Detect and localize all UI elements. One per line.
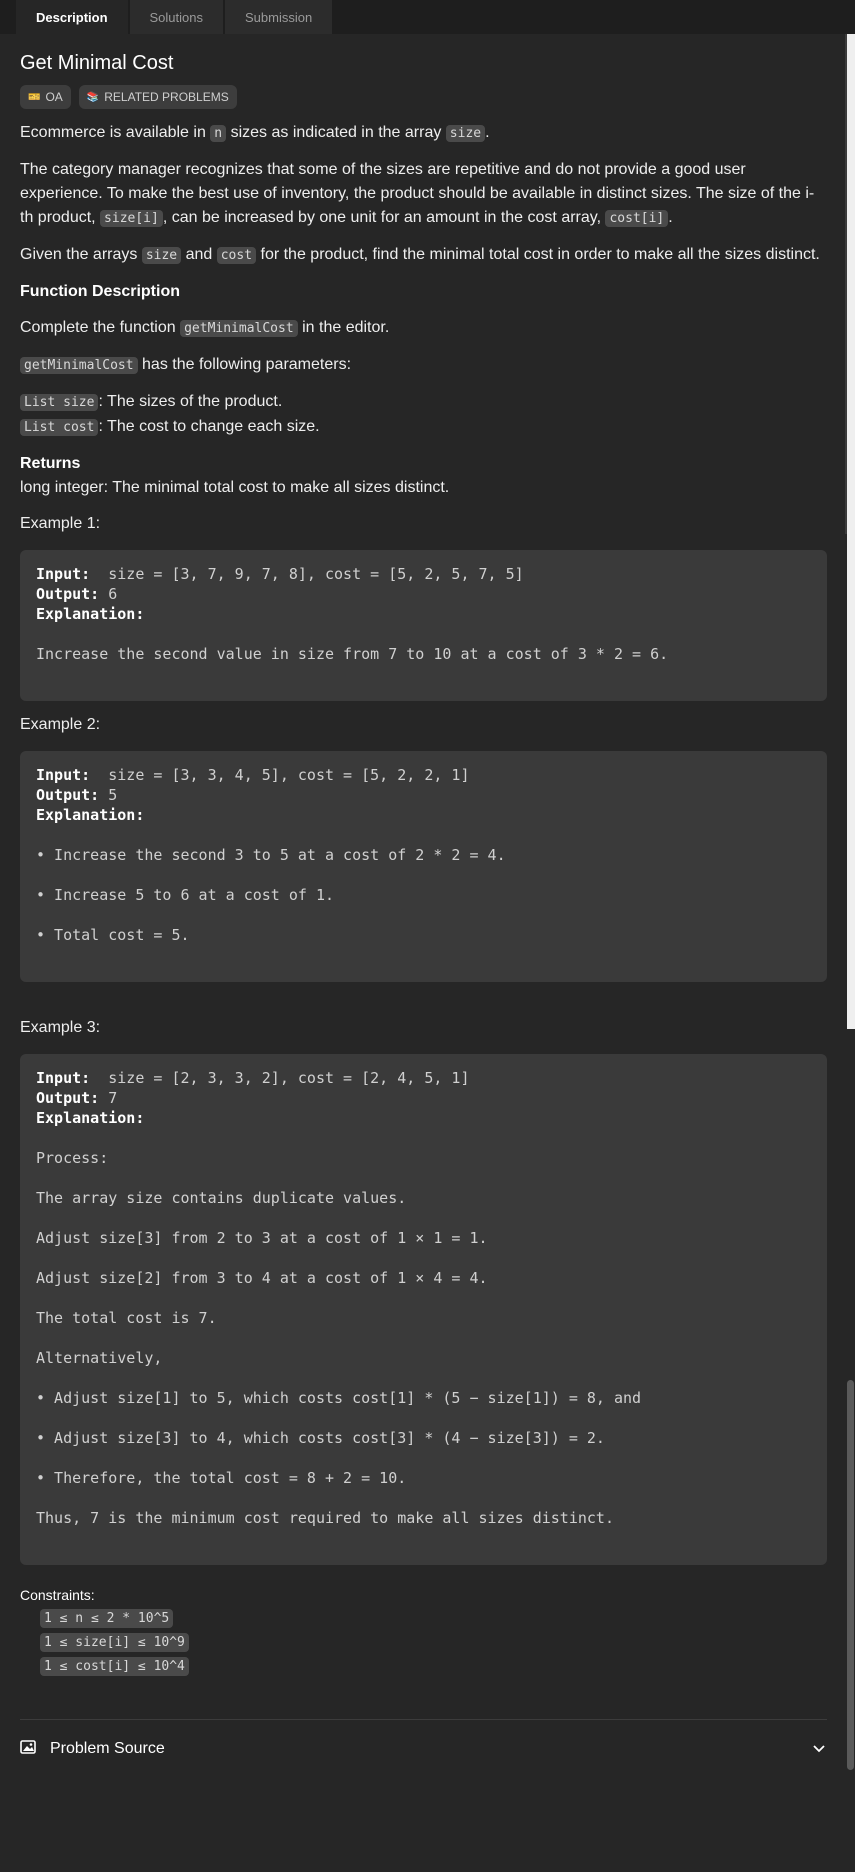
oa-badge[interactable] bbox=[20, 85, 71, 109]
constraint-item: 1 ≤ cost[i] ≤ 10^4 bbox=[40, 1655, 827, 1677]
problem-title: Get Minimal Cost bbox=[20, 52, 174, 74]
param-cost: List cost : The cost to change each size. bbox=[20, 415, 827, 440]
example-1-explanation: Increase the second value in size from 7 to 10 at a cost of 3 * 2 = 6. bbox=[36, 645, 669, 663]
code-function-name: getMinimalCost bbox=[180, 320, 298, 337]
ticket-icon: 🎫 bbox=[28, 91, 41, 103]
function-description-heading: Function Description bbox=[20, 283, 180, 300]
code-cost-i: cost[i] bbox=[605, 210, 668, 227]
example-3-explanation-line: The array size contains duplicate values. bbox=[36, 1189, 407, 1207]
example-2-explanation-line: • Increase the second 3 to 5 at a cost of 2 * 2 = 4. bbox=[36, 846, 506, 864]
example-3-explanation-line: Adjust size[2] from 3 to 4 at a cost of 1 × 4 = 4. bbox=[36, 1269, 488, 1287]
example-3-box: Input: size = [2, 3, 3, 2], cost = [2, 4, 5, 1] Output: 7 Explanation: Process: The array size contains duplicate values. Adjust size[3] from 2 to 3 at a cost of 1 × 1 = 1. Adjust size[2] from 3 to 4 at a cost of 1 × 4 = 4. The total cost is 7. Alternatively, • Adjust size[1] to 5, which costs cost[1] * (5 − size[1]) = 8, and • Adjust size[3] to 4, which costs cost[3] * (4 − size[3]) = 2. • Therefore, the total cost = 8 + 2 = 10. Thus, 7 is the minimum cost required to make all sizes distinct. bbox=[20, 1054, 827, 1565]
returns-heading: Returns bbox=[20, 455, 81, 472]
example-2-box: Input: size = [3, 3, 4, 5], cost = [5, 2, 2, 1] Output: 5 Explanation: • Increase the second 3 to 5 at a cost of 2 * 2 = 4. • Increase 5 to 6 at a cost of 1. • Total cost = 5. bbox=[20, 751, 827, 982]
books-icon: 📚 bbox=[86, 91, 100, 103]
related-problems-badge[interactable] bbox=[79, 85, 237, 109]
example-3-explanation-line: Thus, 7 is the minimum cost required to make all sizes distinct. bbox=[36, 1509, 614, 1527]
example-3-explanation-line: Process: bbox=[36, 1149, 109, 1167]
example-3-output: 7 bbox=[108, 1089, 118, 1107]
scrollbar-thumb[interactable] bbox=[847, 1380, 854, 1770]
function-params-line: getMinimalCost has the following parameters: bbox=[20, 353, 827, 378]
chevron-down-icon[interactable] bbox=[813, 1740, 825, 1758]
code-n: n bbox=[210, 125, 226, 142]
example-3-explanation-line: • Adjust size[1] to 5, which costs cost[1] * (5 − size[1]) = 8, and bbox=[36, 1389, 642, 1407]
example-3-explanation-line: The total cost is 7. bbox=[36, 1309, 217, 1327]
tab-description[interactable]: Description bbox=[16, 0, 128, 34]
example-3-title: Example 3: bbox=[20, 1019, 101, 1036]
example-2-explanation-line: • Increase 5 to 6 at a cost of 1. bbox=[36, 886, 335, 904]
example-2-output: 5 bbox=[108, 786, 118, 804]
problem-source-label: Problem Source bbox=[50, 1740, 165, 1757]
constraint-item: 1 ≤ size[i] ≤ 10^9 bbox=[40, 1631, 827, 1653]
code-size: size bbox=[446, 125, 485, 142]
example-1-output: 6 bbox=[108, 585, 118, 603]
param-size: List size : The sizes of the product. bbox=[20, 390, 827, 415]
outer-scrollbar[interactable] bbox=[847, 34, 855, 1029]
example-1-input: size = [3, 7, 9, 7, 8], cost = [5, 2, 5, 7, 5] bbox=[108, 565, 524, 583]
tab-submission[interactable]: Submission bbox=[225, 0, 332, 34]
paragraph-details: The category manager recognizes that some of the sizes are repetitive and do not provide a good user experience. To make the best use of inventory, the product should be available in distinct sizes. The size of the i-th product, size[i] , can be increased by one unit for an amount in the cost array, cost[i] . bbox=[20, 161, 815, 226]
related-problems-label: RELATED PROBLEMS bbox=[104, 90, 229, 104]
oa-badge-label: OA bbox=[45, 90, 63, 104]
code-cost: cost bbox=[217, 247, 256, 264]
example-3-input: size = [2, 3, 3, 2], cost = [2, 4, 5, 1] bbox=[108, 1069, 470, 1087]
example-1-title: Example 1: bbox=[20, 515, 101, 532]
badge-row bbox=[20, 85, 827, 109]
example-3-explanation-line: Alternatively, bbox=[36, 1349, 163, 1367]
example-3-explanation-line: Adjust size[3] from 2 to 3 at a cost of 1 × 1 = 1. bbox=[36, 1229, 488, 1247]
example-2-title: Example 2: bbox=[20, 716, 101, 733]
code-param-cost: List cost bbox=[20, 419, 98, 436]
example-2-explanation-line: • Total cost = 5. bbox=[36, 926, 190, 944]
tab-solutions[interactable]: Solutions bbox=[130, 0, 223, 34]
returns-text: long integer: The minimal total cost to make all sizes distinct. bbox=[20, 479, 450, 496]
example-2-input: size = [3, 3, 4, 5], cost = [5, 2, 2, 1] bbox=[108, 766, 470, 784]
example-1-box: Input: size = [3, 7, 9, 7, 8], cost = [5, 2, 5, 7, 5] Output: 6 Explanation: Increase the second value in size from 7 to 10 at a cost of 3 * 2 = 6. bbox=[20, 550, 827, 701]
paragraph-task: Given the arrays size and cost for the product, find the minimal total cost in order to make all the sizes distinct. bbox=[20, 246, 820, 263]
outer-scrollbar-edge bbox=[845, 34, 847, 534]
image-icon bbox=[20, 1740, 36, 1759]
function-complete-line: Complete the function getMinimalCost in the editor. bbox=[20, 319, 390, 336]
code-function-name: getMinimalCost bbox=[20, 357, 138, 374]
example-3-explanation-line: • Adjust size[3] to 4, which costs cost[3] * (4 − size[3]) = 2. bbox=[36, 1429, 605, 1447]
code-size: size bbox=[142, 247, 181, 264]
code-size-i: size[i] bbox=[100, 210, 163, 227]
constraint-item: 1 ≤ n ≤ 2 * 10^5 bbox=[40, 1607, 827, 1629]
example-3-explanation-line: • Therefore, the total cost = 8 + 2 = 10. bbox=[36, 1469, 407, 1487]
code-param-size: List size bbox=[20, 394, 98, 411]
problem-description bbox=[20, 34, 827, 1778]
problem-source-toggle[interactable] bbox=[20, 1720, 827, 1778]
tab-bar bbox=[0, 0, 855, 34]
constraints-heading: Constraints: bbox=[20, 1587, 95, 1603]
paragraph-intro: Ecommerce is available in n sizes as indicated in the array size . bbox=[20, 124, 490, 141]
